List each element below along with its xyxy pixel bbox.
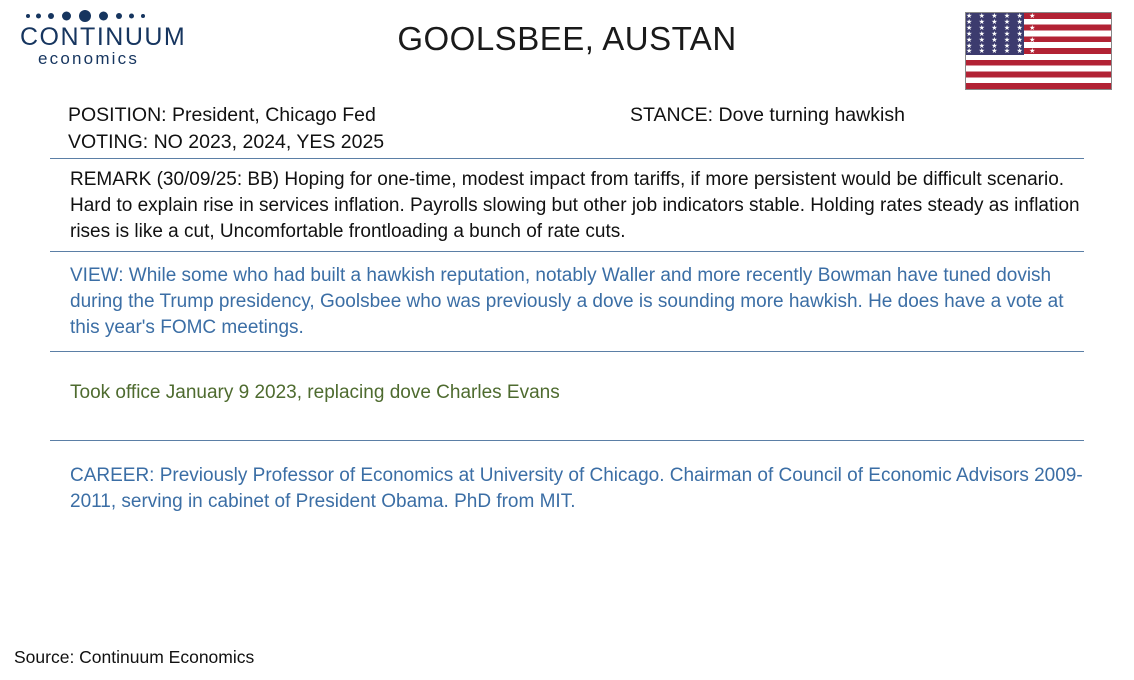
logo-subtitle: economics	[38, 49, 140, 69]
stance-line: STANCE: Dove turning hawkish	[630, 104, 905, 126]
united-states-flag-icon: ★ ★ ★ ★ ★ ★ ★ ★ ★ ★ ★ ★ ★ ★ ★ ★ ★ ★ ★ ★ ★ ★ ★ ★ ★ ★ ★ ★ ★ ★ ★ ★ ★ ★ ★ ★ ★ ★ ★	[965, 12, 1112, 90]
remark-section: REMARK (30/09/25: BB) Hoping for one-time, modest impact from tariffs, if more persistent would be difficult scenario. Hard to explain rise in services inflation. Payrolls slowing but other job indicators stable. Holding rates steady as inflation rises is like a cut, Uncomfortable frontloading a bunch of rate cuts.	[70, 169, 1080, 242]
voting-line: VOTING: NO 2023, 2024, YES 2025	[68, 131, 385, 153]
page-header	[0, 0, 1134, 92]
took-office-section: Took office January 9 2023, replacing dove Charles Evans	[70, 382, 560, 403]
career-section: CAREER: Previously Professor of Economics at University of Chicago. Chairman of Council of Economic Advisors 2009-2011, serving in cabinet of President Obama. PhD from MIT.	[70, 465, 1083, 512]
position-line: POSITION: President, Chicago Fed	[68, 104, 376, 126]
source-note: Source: Continuum Economics	[14, 647, 255, 667]
view-section: VIEW: While some who had built a hawkish reputation, notably Waller and more recently Bowman have tuned dovish during the Trump presidency, Goolsbee who was previously a dove is sounding more hawkish. He does have a vote at this year's FOMC meetings.	[70, 265, 1064, 338]
logo-wordmark: CONTINUUM	[20, 23, 187, 51]
meta-block	[68, 102, 1134, 158]
page-title: GOOLSBEE, AUSTAN	[397, 20, 737, 57]
